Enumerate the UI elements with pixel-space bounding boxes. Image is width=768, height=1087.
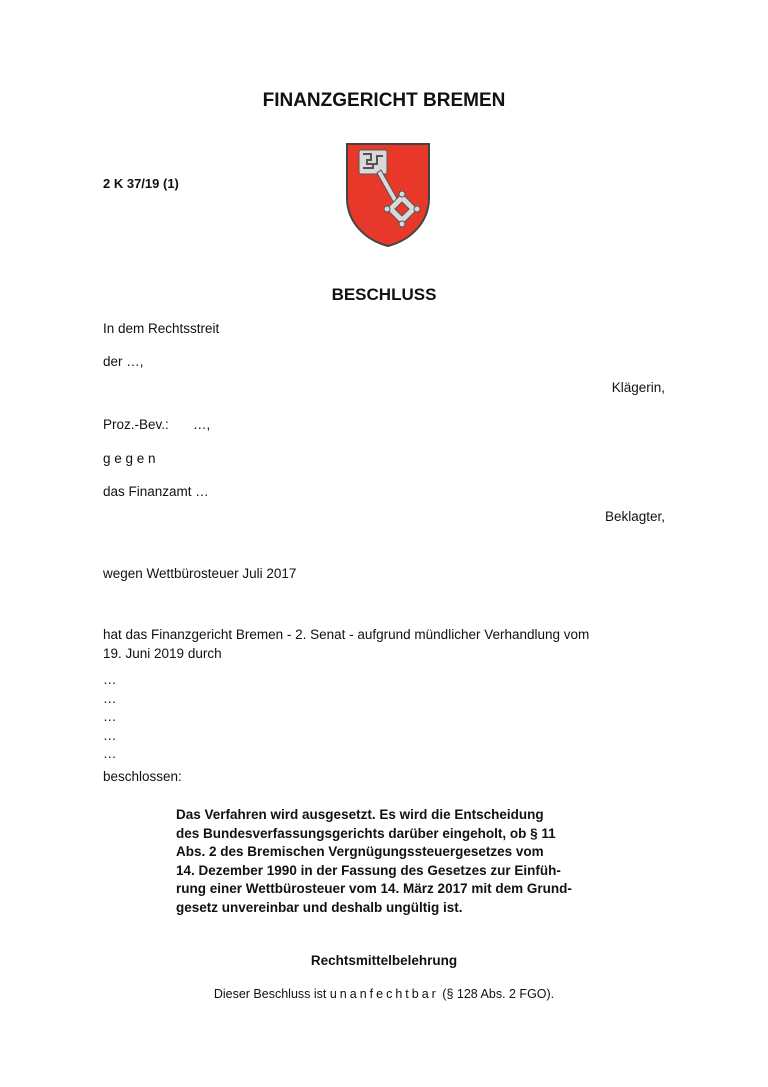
decision-text xyxy=(176,806,616,918)
judge-entry: … xyxy=(103,746,117,761)
document-type-heading: BESCHLUSS xyxy=(331,285,437,304)
decision-line: des Bundesverfassungsgerichts darüber eingeholt, ob § 11 xyxy=(176,825,556,841)
judge-entry: … xyxy=(103,672,117,687)
subject-line: wegen Wettbürosteuer Juli 2017 xyxy=(103,566,297,581)
decided-label: beschlossen: xyxy=(103,769,182,784)
coat-of-arms-icon xyxy=(343,140,433,250)
decision-line: Das Verfahren wird ausgesetzt. Es wird die Entscheidung xyxy=(176,807,544,822)
against-label: g e g e n xyxy=(103,451,156,466)
legal-remedy-text-before: Dieser Beschluss ist xyxy=(213,987,330,1001)
legal-remedy-text-after: (§ 128 Abs. 2 FGO). xyxy=(438,987,555,1001)
decision-line: rung einer Wettbürosteuer vom 14. März 2017 mit dem Grund- xyxy=(176,881,572,897)
case-number: 2 K 37/19 (1) xyxy=(103,176,179,191)
legal-remedy-text xyxy=(0,987,768,1001)
court-composition-line1: hat das Finanzgericht Bremen - 2. Senat - aufgrund mündlicher Verhandlung vom xyxy=(103,627,590,642)
decision-line: Abs. 2 des Bremischen Vergnügungssteuergesetzes vom xyxy=(176,844,544,860)
judge-entry: … xyxy=(103,709,117,724)
judge-entry: … xyxy=(103,727,117,743)
plaintiff-name: der …, xyxy=(103,354,144,369)
judges-list xyxy=(103,671,117,764)
court-title: FINANZGERICHT BREMEN xyxy=(262,90,506,111)
decision-line: 14. Dezember 1990 in der Fassung des Gesetzes zur Einfüh- xyxy=(176,862,561,878)
plaintiff-role: Klägerin, xyxy=(611,380,665,395)
counsel-name: …, xyxy=(193,417,211,432)
bremen-coat-of-arms xyxy=(343,140,433,250)
defendant-role: Beklagter, xyxy=(604,509,665,524)
decision-line: gesetz unvereinbar und deshalb ungültig ist. xyxy=(176,899,463,915)
judge-entry: … xyxy=(103,690,117,706)
court-composition-line2: 19. Juni 2019 durch xyxy=(103,646,222,661)
counsel-label: Proz.-Bev.: xyxy=(103,417,169,432)
legal-remedy-heading: Rechtsmittelbelehrung xyxy=(310,953,458,968)
defendant-name: das Finanzamt … xyxy=(103,484,209,499)
proceedings-intro: In dem Rechtsstreit xyxy=(103,321,220,336)
legal-remedy-emphasis: unanfechtbar xyxy=(329,987,439,1001)
